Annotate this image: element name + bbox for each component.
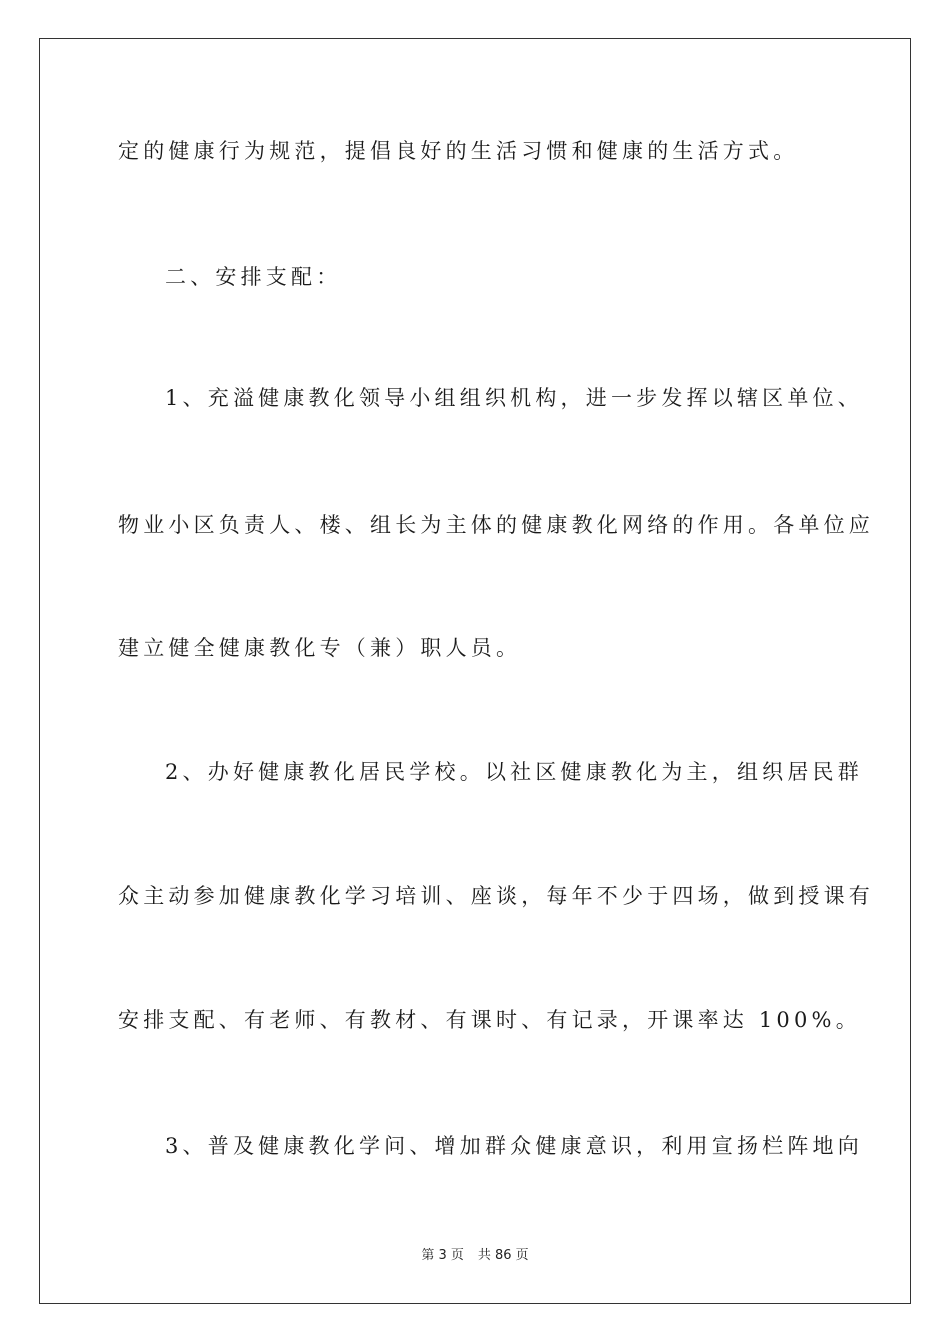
page-total: 共 86 页 (477, 1248, 529, 1263)
body-text-line: 众主动参加健康教化学习培训、座谈，每年不少于四场，做到授课有 (118, 884, 874, 908)
body-text-line: 3、普及健康教化学问、增加群众健康意识，利用宣扬栏阵地向 (165, 1134, 863, 1158)
page-number: 第 3 页 (421, 1248, 464, 1263)
body-text-line: 物业小区负责人、楼、组长为主体的健康教化网络的作用。各单位应 (118, 513, 874, 537)
body-text-line: 1、充溢健康教化领导小组组织机构，进一步发挥以辖区单位、 (165, 386, 863, 410)
body-text-line: 定的健康行为规范，提倡良好的生活习惯和健康的生活方式。 (118, 139, 799, 163)
page-frame (39, 38, 911, 1304)
page-footer (0, 1247, 950, 1265)
body-text-line: 2、办好健康教化居民学校。以社区健康教化为主，组织居民群 (165, 760, 863, 784)
body-text-line: 安排支配、有老师、有教材、有课时、有记录，开课率达 100%。 (118, 1008, 861, 1032)
section-heading: 二、安排支配： (165, 265, 342, 289)
body-text-line: 建立健全健康教化专（兼）职人员。 (118, 636, 522, 660)
